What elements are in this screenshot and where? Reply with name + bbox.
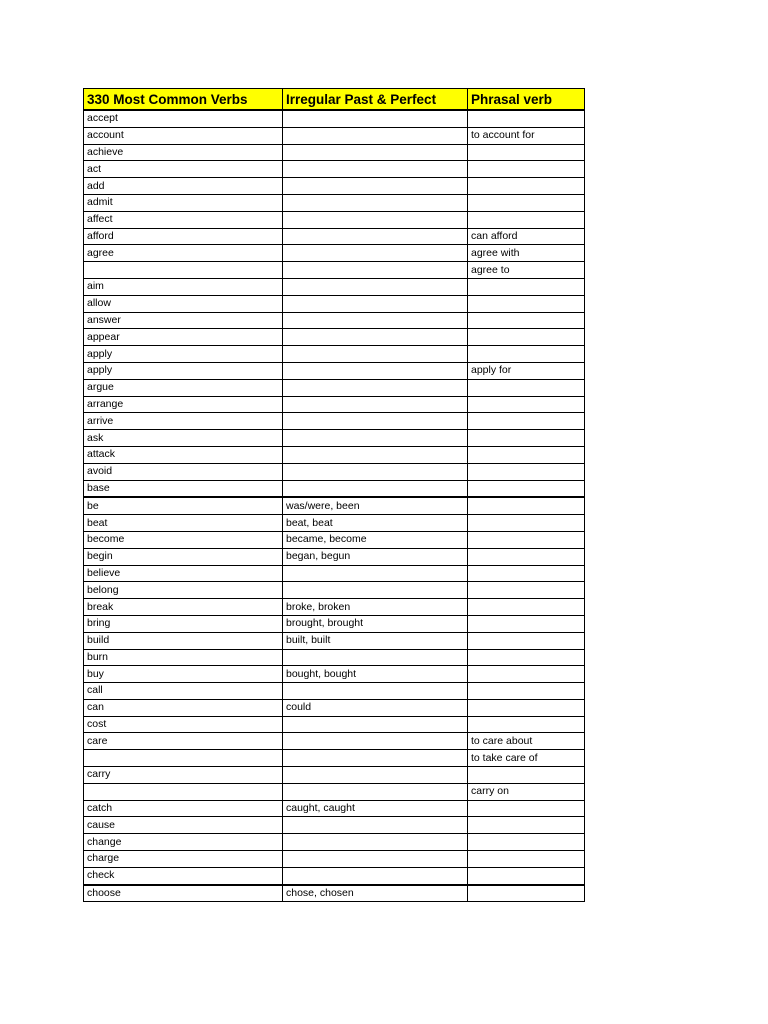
table-row <box>84 599 585 616</box>
table-row <box>84 885 585 902</box>
verb-cell: affect <box>84 211 283 228</box>
phrasal-verb-cell: apply for <box>468 362 585 379</box>
verb-cell: cause <box>84 817 283 834</box>
phrasal-verb-cell: can afford <box>468 228 585 245</box>
verb-cell: believe <box>84 565 283 582</box>
phrasal-verb-cell <box>468 110 585 127</box>
phrasal-verb-cell <box>468 699 585 716</box>
phrasal-verb-cell <box>468 463 585 480</box>
irregular-form-cell <box>283 228 468 245</box>
verb-cell: add <box>84 178 283 195</box>
phrasal-verb-cell <box>468 565 585 582</box>
irregular-form-cell: began, begun <box>283 548 468 565</box>
table-row <box>84 480 585 497</box>
irregular-form-cell <box>283 683 468 700</box>
irregular-form-cell <box>283 262 468 279</box>
phrasal-verb-cell <box>468 396 585 413</box>
verb-cell: burn <box>84 649 283 666</box>
phrasal-verb-cell <box>468 767 585 784</box>
table-row <box>84 413 585 430</box>
irregular-form-cell: chose, chosen <box>283 885 468 902</box>
irregular-form-cell <box>283 733 468 750</box>
verb-cell: attack <box>84 446 283 463</box>
irregular-form-cell <box>283 329 468 346</box>
verb-cell: charge <box>84 851 283 868</box>
table-row <box>84 194 585 211</box>
table-row <box>84 632 585 649</box>
verb-cell: act <box>84 161 283 178</box>
irregular-form-cell <box>283 144 468 161</box>
irregular-form-cell <box>283 817 468 834</box>
table-row <box>84 446 585 463</box>
verb-cell: appear <box>84 329 283 346</box>
table-row <box>84 396 585 413</box>
phrasal-verb-cell: to account for <box>468 127 585 144</box>
table-row <box>84 716 585 733</box>
verb-cell: allow <box>84 295 283 312</box>
irregular-form-cell <box>283 194 468 211</box>
verb-cell: belong <box>84 582 283 599</box>
irregular-form-cell <box>283 834 468 851</box>
verb-cell: aim <box>84 278 283 295</box>
table-row <box>84 463 585 480</box>
table-row <box>84 346 585 363</box>
verb-cell: arrive <box>84 413 283 430</box>
table-row <box>84 767 585 784</box>
verb-table <box>83 88 585 902</box>
verb-cell: carry <box>84 767 283 784</box>
phrasal-verb-cell <box>468 329 585 346</box>
phrasal-verb-cell <box>468 582 585 599</box>
phrasal-verb-cell <box>468 295 585 312</box>
irregular-form-cell <box>283 161 468 178</box>
irregular-form-cell <box>283 413 468 430</box>
phrasal-verb-cell <box>468 649 585 666</box>
table-row <box>84 379 585 396</box>
phrasal-verb-cell <box>468 144 585 161</box>
verb-cell: be <box>84 497 283 514</box>
verb-cell <box>84 750 283 767</box>
phrasal-verb-cell <box>468 867 585 884</box>
table-row <box>84 699 585 716</box>
irregular-form-cell <box>283 295 468 312</box>
verb-cell: beat <box>84 515 283 532</box>
table-row <box>84 312 585 329</box>
table-row <box>84 817 585 834</box>
phrasal-verb-cell <box>468 430 585 447</box>
table-row <box>84 615 585 632</box>
verb-cell: check <box>84 867 283 884</box>
irregular-form-cell: caught, caught <box>283 800 468 817</box>
phrasal-verb-cell <box>468 278 585 295</box>
verb-cell: agree <box>84 245 283 262</box>
table-row <box>84 666 585 683</box>
irregular-form-cell <box>283 396 468 413</box>
table-row <box>84 245 585 262</box>
phrasal-verb-cell <box>468 834 585 851</box>
verb-cell: bring <box>84 615 283 632</box>
phrasal-verb-cell <box>468 161 585 178</box>
verb-cell: achieve <box>84 144 283 161</box>
irregular-form-cell <box>283 480 468 497</box>
irregular-form-cell: brought, brought <box>283 615 468 632</box>
phrasal-verb-cell: agree to <box>468 262 585 279</box>
verb-cell: build <box>84 632 283 649</box>
irregular-form-cell: was/were, been <box>283 497 468 514</box>
irregular-form-cell <box>283 463 468 480</box>
header-irregular-past-perfect: Irregular Past & Perfect <box>283 89 468 111</box>
phrasal-verb-cell: agree with <box>468 245 585 262</box>
verb-cell: catch <box>84 800 283 817</box>
irregular-form-cell <box>283 649 468 666</box>
phrasal-verb-cell <box>468 446 585 463</box>
verb-cell: change <box>84 834 283 851</box>
irregular-form-cell <box>283 278 468 295</box>
table-row <box>84 548 585 565</box>
irregular-form-cell <box>283 851 468 868</box>
irregular-form-cell <box>283 867 468 884</box>
table-row <box>84 565 585 582</box>
phrasal-verb-cell <box>468 817 585 834</box>
table-row <box>84 362 585 379</box>
table-body <box>84 110 585 902</box>
table-row <box>84 733 585 750</box>
verb-cell: care <box>84 733 283 750</box>
phrasal-verb-cell <box>468 515 585 532</box>
table-row <box>84 515 585 532</box>
irregular-form-cell <box>283 446 468 463</box>
verb-cell: can <box>84 699 283 716</box>
verb-cell: apply <box>84 346 283 363</box>
irregular-form-cell <box>283 379 468 396</box>
table-row <box>84 161 585 178</box>
verb-cell <box>84 262 283 279</box>
table-row <box>84 834 585 851</box>
verb-cell: arrange <box>84 396 283 413</box>
header-row <box>84 89 585 111</box>
table-row <box>84 867 585 884</box>
verb-cell: base <box>84 480 283 497</box>
table-row <box>84 262 585 279</box>
table-row <box>84 329 585 346</box>
irregular-form-cell <box>283 312 468 329</box>
phrasal-verb-cell <box>468 211 585 228</box>
phrasal-verb-cell: to take care of <box>468 750 585 767</box>
irregular-form-cell <box>283 178 468 195</box>
verb-cell: apply <box>84 362 283 379</box>
table-row <box>84 750 585 767</box>
table-row <box>84 127 585 144</box>
table-row <box>84 144 585 161</box>
phrasal-verb-cell <box>468 615 585 632</box>
phrasal-verb-cell <box>468 666 585 683</box>
verb-cell: avoid <box>84 463 283 480</box>
irregular-form-cell: built, built <box>283 632 468 649</box>
table-row <box>84 497 585 514</box>
table-row <box>84 110 585 127</box>
verb-cell: buy <box>84 666 283 683</box>
table-row <box>84 228 585 245</box>
phrasal-verb-cell: to care about <box>468 733 585 750</box>
phrasal-verb-cell <box>468 497 585 514</box>
table-row <box>84 582 585 599</box>
phrasal-verb-cell: carry on <box>468 783 585 800</box>
irregular-form-cell: bought, bought <box>283 666 468 683</box>
verb-cell <box>84 783 283 800</box>
phrasal-verb-cell <box>468 531 585 548</box>
phrasal-verb-cell <box>468 178 585 195</box>
irregular-form-cell <box>283 127 468 144</box>
phrasal-verb-cell <box>468 851 585 868</box>
table-header <box>84 89 585 111</box>
table-row <box>84 178 585 195</box>
irregular-form-cell <box>283 767 468 784</box>
phrasal-verb-cell <box>468 413 585 430</box>
phrasal-verb-cell <box>468 312 585 329</box>
table-row <box>84 783 585 800</box>
table-row <box>84 800 585 817</box>
irregular-form-cell <box>283 110 468 127</box>
irregular-form-cell <box>283 430 468 447</box>
phrasal-verb-cell <box>468 548 585 565</box>
phrasal-verb-cell <box>468 632 585 649</box>
irregular-form-cell <box>283 582 468 599</box>
irregular-form-cell <box>283 362 468 379</box>
table-row <box>84 211 585 228</box>
table-row <box>84 295 585 312</box>
phrasal-verb-cell <box>468 480 585 497</box>
verb-cell: cost <box>84 716 283 733</box>
verb-cell: choose <box>84 885 283 902</box>
irregular-form-cell <box>283 716 468 733</box>
header-phrasal-verb: Phrasal verb <box>468 89 585 111</box>
phrasal-verb-cell <box>468 194 585 211</box>
table-row <box>84 430 585 447</box>
irregular-form-cell <box>283 245 468 262</box>
verb-cell: begin <box>84 548 283 565</box>
table-row <box>84 531 585 548</box>
phrasal-verb-cell <box>468 716 585 733</box>
phrasal-verb-cell <box>468 683 585 700</box>
irregular-form-cell <box>283 783 468 800</box>
irregular-form-cell <box>283 565 468 582</box>
verb-cell: ask <box>84 430 283 447</box>
verb-cell: afford <box>84 228 283 245</box>
irregular-form-cell <box>283 346 468 363</box>
irregular-form-cell <box>283 750 468 767</box>
verb-cell: break <box>84 599 283 616</box>
verb-cell: become <box>84 531 283 548</box>
irregular-form-cell: could <box>283 699 468 716</box>
irregular-form-cell: beat, beat <box>283 515 468 532</box>
phrasal-verb-cell <box>468 800 585 817</box>
verb-cell: account <box>84 127 283 144</box>
phrasal-verb-cell <box>468 599 585 616</box>
verb-cell: accept <box>84 110 283 127</box>
phrasal-verb-cell <box>468 346 585 363</box>
table-row <box>84 683 585 700</box>
header-common-verbs: 330 Most Common Verbs <box>84 89 283 111</box>
irregular-form-cell <box>283 211 468 228</box>
table-row <box>84 278 585 295</box>
verb-cell: argue <box>84 379 283 396</box>
irregular-form-cell: broke, broken <box>283 599 468 616</box>
verb-cell: answer <box>84 312 283 329</box>
table-row <box>84 851 585 868</box>
phrasal-verb-cell <box>468 379 585 396</box>
phrasal-verb-cell <box>468 885 585 902</box>
table-row <box>84 649 585 666</box>
verb-cell: call <box>84 683 283 700</box>
verb-cell: admit <box>84 194 283 211</box>
irregular-form-cell: became, become <box>283 531 468 548</box>
